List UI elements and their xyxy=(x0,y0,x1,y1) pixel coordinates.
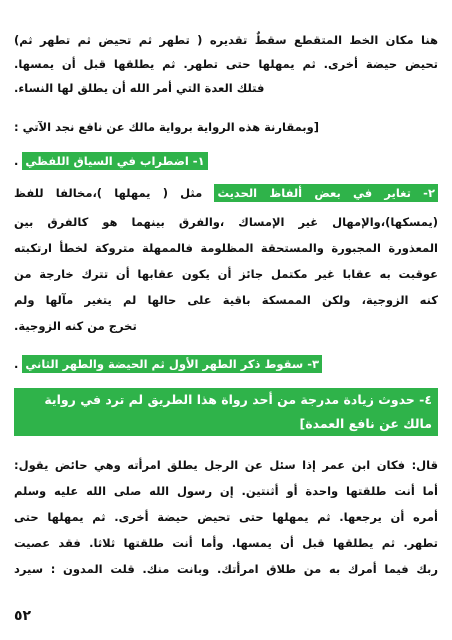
text-line: قال: فكان ابن عمر إذا سئل عن الرجل يطلق امرأته وهي حائض يقول: xyxy=(14,458,438,472)
text-line: (يمسكها)،والإمهال غير الإمساك ،والفرق بينهما هو كالفرق بين xyxy=(14,215,438,229)
text-line: ربك فيما أمرك به من طلاق امرأتك. وبانت منك. قلت المدون : سيرد xyxy=(14,562,438,576)
text-line: هنا مكان الخط المتقطع سقطٌ تقديره ( تطهر ثم تحيض ثم تطهر ثم) xyxy=(14,33,438,47)
item-4-line: ٤- حدوث زيادة مدرجة من أحد رواة هذا الطريق لم ترد في رواية xyxy=(44,392,432,407)
text-line: فتلك العدة التي أمر الله أن يطلق لها النساء. xyxy=(14,81,265,95)
highlight-item-2: ٢- تغاير في بعض ألفاظ الحديث xyxy=(214,184,438,202)
item-3-rest: . xyxy=(14,357,19,371)
item-4-line: مالك عن نافع العمدة] xyxy=(299,416,432,431)
text-line: أما أنت طلقتها واحدة أو أثنتين. إن رسول الله صلى الله عليه وسلم xyxy=(14,484,438,498)
list-item-3 xyxy=(14,354,438,374)
text-line: تخرج من كنه الزوجية. xyxy=(14,319,137,333)
highlight-item-4 xyxy=(14,388,438,436)
list-item-2 xyxy=(14,183,438,203)
text-line: تطهر. ثم يطلقها قبل أن يمسها. وأما أنت طلقتها ثلاثا. فقد عصيت xyxy=(14,536,438,550)
item-2-rest: مثل ( يمهلها )،مخالفا للفظ xyxy=(14,186,203,200)
highlight-item-3: ٣- سقوط ذكر الطهر الأول ثم الحيضة والطهر الثاني xyxy=(22,355,322,373)
list-item-1 xyxy=(14,151,438,171)
text-line: [وبمقارنة هذه الرواية برواية مالك عن نافع نجد الآتي : xyxy=(14,120,320,134)
highlight-item-1: ١- اضطراب في السياق اللفظي xyxy=(22,152,207,170)
text-line: تحيض حيضة أخرى. ثم يمهلها حتى تطهر. ثم يطلقها قبل أن يمسها. xyxy=(14,57,438,71)
page-number: ٥٢ xyxy=(14,608,32,624)
text-line: المعذورة المجبورة والمستحقة المظلومة فالممهلة متروكة لخطأ ارتكبته xyxy=(14,241,438,255)
item-1-rest: . xyxy=(14,154,19,168)
text-line: أمره أن يرجعها. ثم يمهلها حتى تحيض حيضة أخرى. ثم يمهلها حتى xyxy=(14,510,438,524)
text-line: كنه الزوجية، ولكن الممسكة باقية على حالها لم يتغير مآلها ولم xyxy=(14,293,438,307)
text-line: عوقبت به عقابا غير مكتمل جائز أن يكون عقابها أن تترك خارجة من xyxy=(14,267,438,281)
